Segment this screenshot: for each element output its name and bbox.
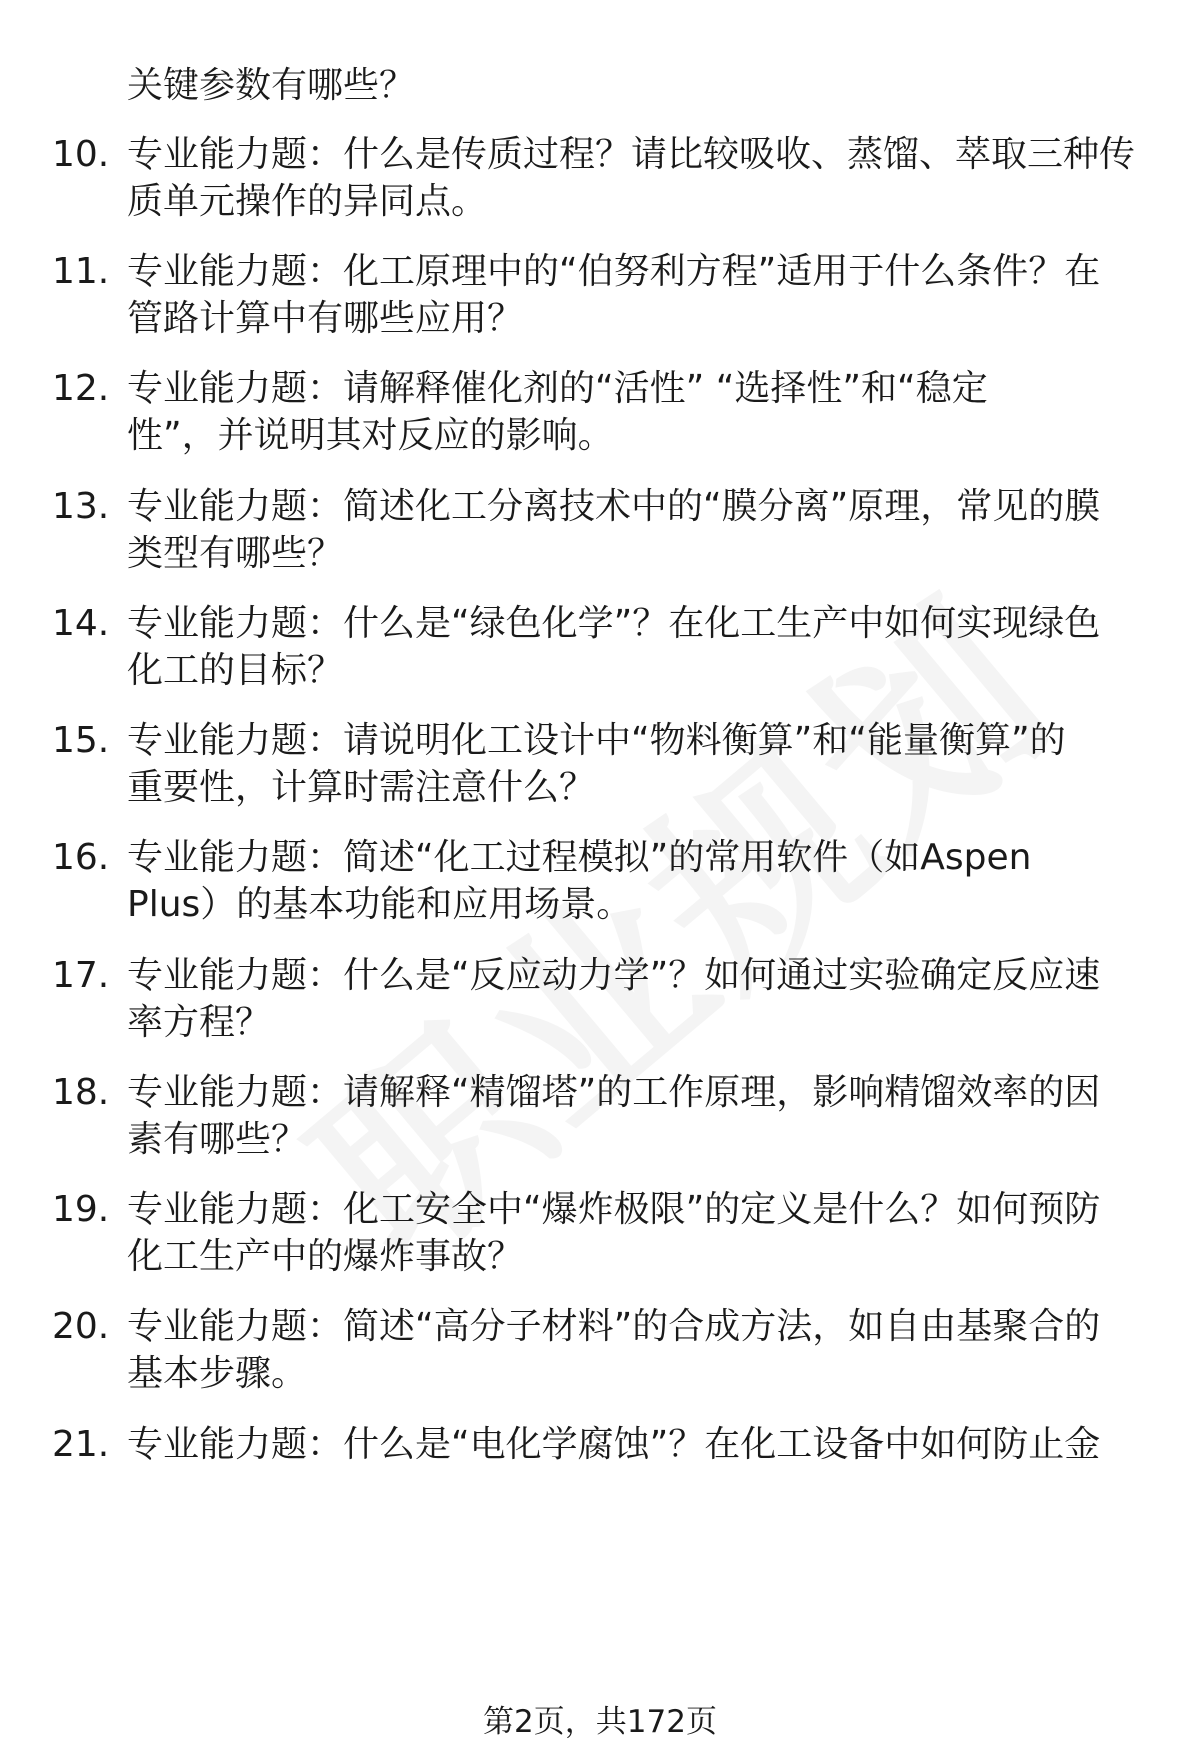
- question-text-line: 专业能力题：简述“化工过程模拟”的常用软件（如Aspen: [127, 837, 1032, 878]
- question-text-line: 化工生产中的爆炸事故？: [127, 1236, 524, 1277]
- question-text-line: 化工的目标？: [127, 650, 344, 691]
- question-text-line: 管路计算中有哪些应用？: [127, 298, 524, 339]
- question-text-line: 专业能力题：请解释“精馏塔”的工作原理，影响精馏效率的因: [127, 1072, 1101, 1113]
- question-text-line: 专业能力题：简述“高分子材料”的合成方法，如自由基聚合的: [127, 1306, 1101, 1347]
- question-text-line: 专业能力题：请解释催化剂的“活性” “选择性”和“稳定: [127, 368, 988, 409]
- question-number: 20.: [52, 1306, 110, 1347]
- question-text-line: 类型有哪些？: [127, 533, 344, 574]
- question-number: 13.: [52, 486, 110, 527]
- question-text-line: 专业能力题：什么是“电化学腐蚀”？在化工设备中如何防止金: [127, 1424, 1101, 1465]
- question-text-line: 专业能力题：请说明化工设计中“物料衡算”和“能量衡算”的: [127, 720, 1066, 761]
- question-number: 17.: [52, 955, 110, 996]
- question-number: 15.: [52, 720, 110, 761]
- question-text-line: 专业能力题：什么是“绿色化学”？在化工生产中如何实现绿色: [127, 603, 1101, 644]
- question-number: 16.: [52, 837, 110, 878]
- question-text-line: 专业能力题：什么是“反应动力学”？如何通过实验确定反应速: [127, 955, 1101, 996]
- question-text-line: 素有哪些？: [127, 1119, 308, 1160]
- question-text-line: 基本步骤。: [127, 1353, 308, 1394]
- question-text-line: 专业能力题：什么是传质过程？请比较吸收、蒸馏、萃取三种传: [127, 134, 1136, 175]
- question-text-line: 专业能力题：化工安全中“爆炸极限”的定义是什么？如何预防: [127, 1189, 1101, 1230]
- question-number: 18.: [52, 1072, 110, 1113]
- question-number: 14.: [52, 603, 110, 644]
- question-number: 10.: [52, 134, 110, 175]
- question-text-line: Plus）的基本功能和应用场景。: [127, 884, 633, 925]
- question-text-line: 关键参数有哪些？: [127, 65, 416, 106]
- question-text-line: 重要性，计算时需注意什么？: [127, 767, 596, 808]
- question-number: 21.: [52, 1424, 110, 1465]
- page-footer: 第2页，共172页: [483, 1704, 717, 1740]
- question-text-line: 率方程？: [127, 1002, 272, 1043]
- question-text-line: 性”，并说明其对反应的影响。: [127, 415, 614, 456]
- question-number: 19.: [52, 1189, 110, 1230]
- question-text-line: 专业能力题：化工原理中的“伯努利方程”适用于什么条件？在: [127, 251, 1101, 292]
- question-text-line: 质单元操作的异同点。: [127, 181, 488, 222]
- question-number: 12.: [52, 368, 110, 409]
- question-number: 11.: [52, 251, 110, 292]
- question-text-line: 专业能力题：简述化工分离技术中的“膜分离”原理，常见的膜: [127, 486, 1101, 527]
